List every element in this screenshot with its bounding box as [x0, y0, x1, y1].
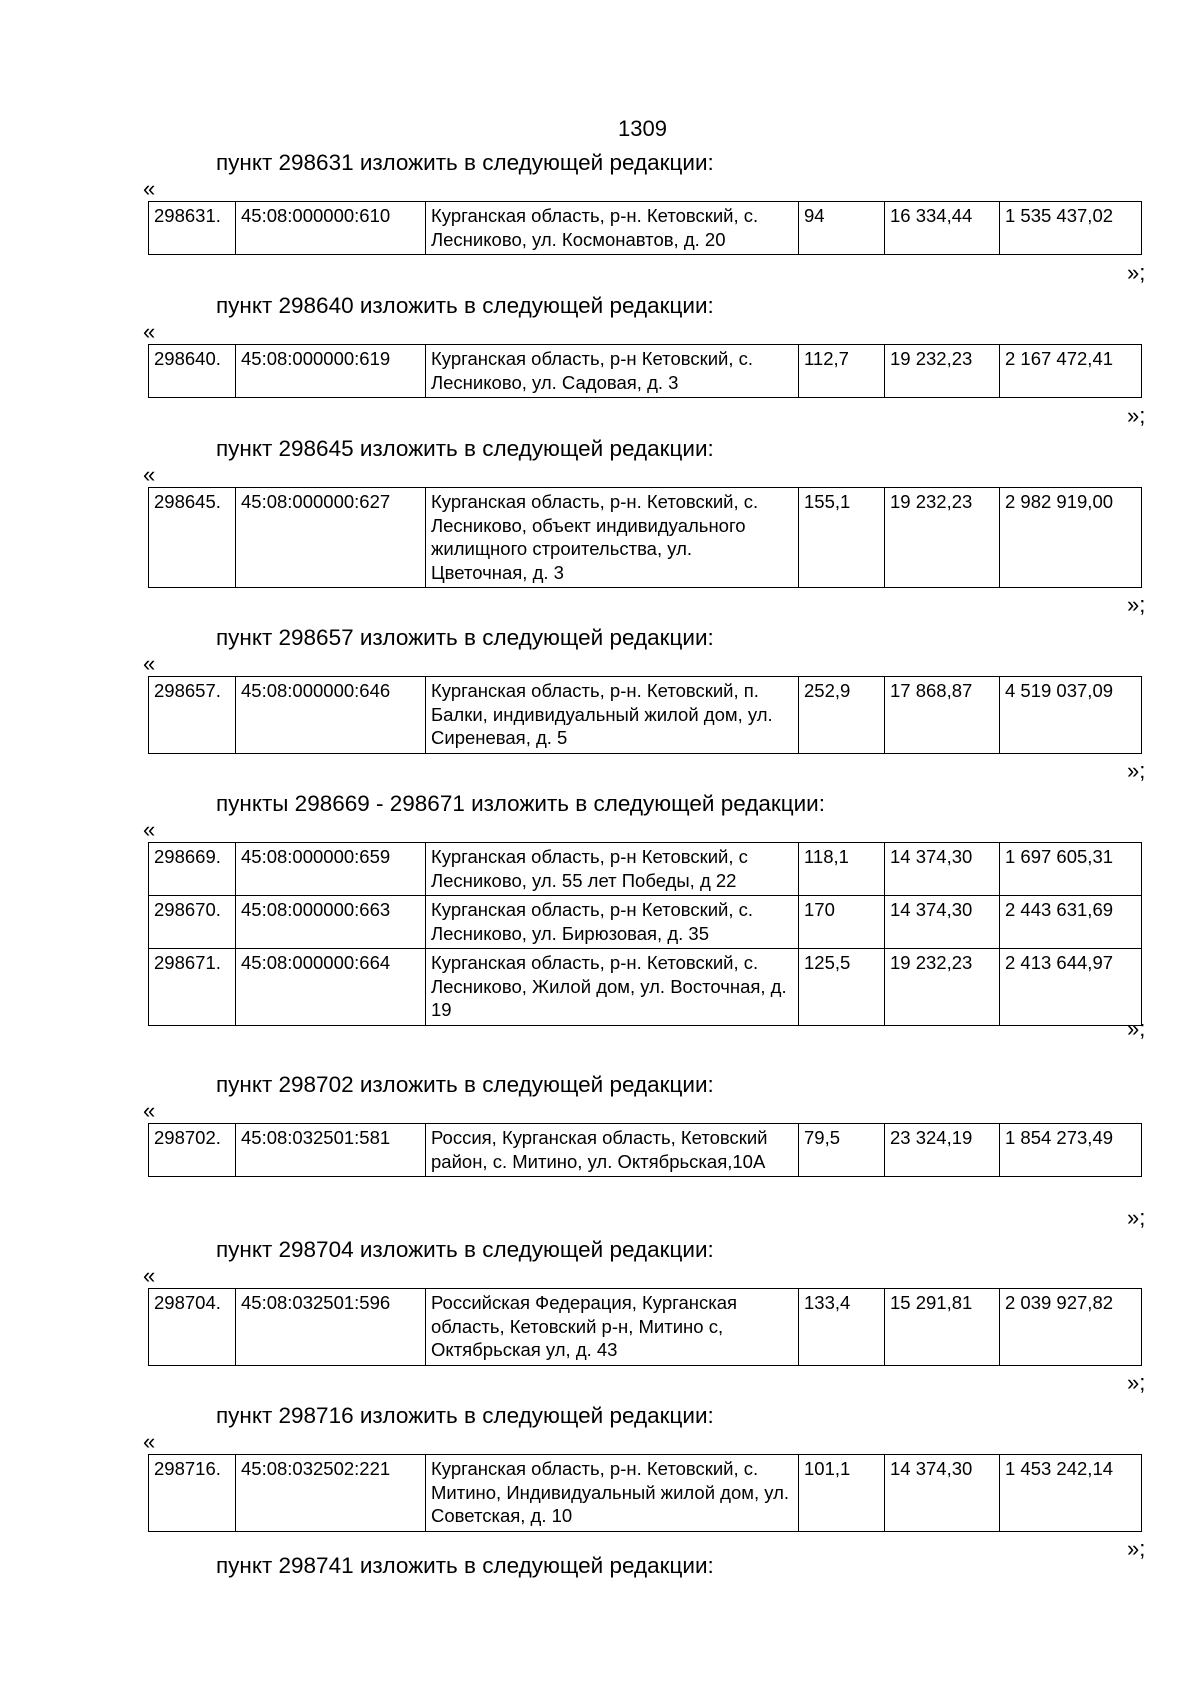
section-heading: пункт 298657 изложить в следующей редакции: [216, 625, 714, 650]
section-heading: пункт 298741 изложить в следующей редакции: [216, 1553, 714, 1578]
unit-price-cell: 19 232,23 [885, 488, 1000, 588]
property-table [148, 1288, 1142, 1366]
item-number-cell: 298670. [149, 896, 236, 949]
address-cell: Курганская область, р-н. Кетовский, с. Лесниково, Жилой дом, ул. Восточная, д. 19 [426, 949, 799, 1026]
close-quote: »; [1127, 1205, 1146, 1230]
open-quote: « [143, 319, 156, 344]
item-number-cell: 298704. [149, 1289, 236, 1366]
cadastral-number-cell: 45:08:000000:627 [236, 488, 426, 588]
open-quote: « [143, 176, 156, 201]
unit-price-cell: 23 324,19 [885, 1124, 1000, 1177]
area-cell: 94 [799, 202, 885, 255]
address-cell: Курганская область, р-н. Кетовский, п. Балки, индивидуальный жилой дом, ул. Сиреневая, д. 5 [426, 677, 799, 754]
address-cell: Россия, Курганская область, Кетовский район, с. Митино, ул. Октябрьская,10А [426, 1124, 799, 1177]
table-row [149, 488, 1142, 588]
cadastral-value-cell: 2 413 644,97 [1000, 949, 1142, 1026]
address-cell: Курганская область, р-н Кетовский, с. Лесниково, ул. Бирюзовая, д. 35 [426, 896, 799, 949]
table-row [149, 1289, 1142, 1366]
item-number-cell: 298669. [149, 843, 236, 896]
area-cell: 133,4 [799, 1289, 885, 1366]
table-row [149, 949, 1142, 1026]
item-number-cell: 298702. [149, 1124, 236, 1177]
item-number-cell: 298671. [149, 949, 236, 1026]
property-table [148, 1123, 1142, 1177]
unit-price-cell: 17 868,87 [885, 677, 1000, 754]
open-quote: « [143, 651, 156, 676]
cadastral-number-cell: 45:08:032501:596 [236, 1289, 426, 1366]
close-quote: »; [1127, 260, 1146, 285]
property-table [148, 842, 1142, 1026]
area-cell: 155,1 [799, 488, 885, 588]
table-row [149, 843, 1142, 896]
area-cell: 112,7 [799, 345, 885, 398]
section-heading: пункт 298702 изложить в следующей редакции: [216, 1072, 714, 1097]
address-cell: Российская Федерация, Курганская область, Кетовский р-н, Митино с, Октябрьская ул, д. 43 [426, 1289, 799, 1366]
cadastral-number-cell: 45:08:000000:610 [236, 202, 426, 255]
unit-price-cell: 19 232,23 [885, 949, 1000, 1026]
unit-price-cell: 19 232,23 [885, 345, 1000, 398]
property-table [148, 676, 1142, 754]
cadastral-number-cell: 45:08:032501:581 [236, 1124, 426, 1177]
item-number-cell: 298640. [149, 345, 236, 398]
table-row [149, 896, 1142, 949]
property-table [148, 487, 1142, 588]
cadastral-value-cell: 2 443 631,69 [1000, 896, 1142, 949]
item-number-cell: 298657. [149, 677, 236, 754]
table-row [149, 345, 1142, 398]
open-quote: « [143, 1098, 156, 1123]
cadastral-value-cell: 1 453 242,14 [1000, 1455, 1142, 1532]
close-quote: »; [1127, 403, 1146, 428]
property-table [148, 1454, 1142, 1532]
cadastral-number-cell: 45:08:000000:646 [236, 677, 426, 754]
area-cell: 125,5 [799, 949, 885, 1026]
cadastral-value-cell: 2 982 919,00 [1000, 488, 1142, 588]
close-quote: »; [1127, 592, 1146, 617]
open-quote: « [143, 817, 156, 842]
close-quote: »; [1127, 1016, 1146, 1041]
item-number-cell: 298631. [149, 202, 236, 255]
property-table [148, 344, 1142, 398]
cadastral-value-cell: 2 039 927,82 [1000, 1289, 1142, 1366]
area-cell: 170 [799, 896, 885, 949]
section-heading: пункты 298669 - 298671 изложить в следующей редакции: [216, 791, 826, 816]
unit-price-cell: 16 334,44 [885, 202, 1000, 255]
area-cell: 252,9 [799, 677, 885, 754]
unit-price-cell: 14 374,30 [885, 843, 1000, 896]
cadastral-number-cell: 45:08:000000:664 [236, 949, 426, 1026]
section-heading: пункт 298631 изложить в следующей редакции: [216, 150, 714, 175]
cadastral-number-cell: 45:08:000000:659 [236, 843, 426, 896]
cadastral-number-cell: 45:08:000000:619 [236, 345, 426, 398]
unit-price-cell: 14 374,30 [885, 1455, 1000, 1532]
address-cell: Курганская область, р-н Кетовский, с Лесниково, ул. 55 лет Победы, д 22 [426, 843, 799, 896]
cadastral-number-cell: 45:08:032502:221 [236, 1455, 426, 1532]
area-cell: 79,5 [799, 1124, 885, 1177]
page-number: 1309 [618, 116, 667, 141]
cadastral-value-cell: 4 519 037,09 [1000, 677, 1142, 754]
unit-price-cell: 14 374,30 [885, 896, 1000, 949]
open-quote: « [143, 1263, 156, 1288]
cadastral-value-cell: 1 854 273,49 [1000, 1124, 1142, 1177]
area-cell: 118,1 [799, 843, 885, 896]
section-heading: пункт 298640 изложить в следующей редакции: [216, 293, 714, 318]
section-heading: пункт 298645 изложить в следующей редакции: [216, 436, 714, 461]
table-row [149, 202, 1142, 255]
item-number-cell: 298716. [149, 1455, 236, 1532]
table-row [149, 677, 1142, 754]
open-quote: « [143, 1429, 156, 1454]
address-cell: Курганская область, р-н. Кетовский, с. Митино, Индивидуальный жилой дом, ул. Советская, д. 10 [426, 1455, 799, 1532]
item-number-cell: 298645. [149, 488, 236, 588]
unit-price-cell: 15 291,81 [885, 1289, 1000, 1366]
cadastral-value-cell: 1 697 605,31 [1000, 843, 1142, 896]
cadastral-number-cell: 45:08:000000:663 [236, 896, 426, 949]
area-cell: 101,1 [799, 1455, 885, 1532]
property-table [148, 201, 1142, 255]
table-row [149, 1455, 1142, 1532]
close-quote: »; [1127, 1536, 1146, 1561]
close-quote: »; [1127, 1370, 1146, 1395]
section-heading: пункт 298716 изложить в следующей редакции: [216, 1403, 714, 1428]
cadastral-value-cell: 2 167 472,41 [1000, 345, 1142, 398]
table-row [149, 1124, 1142, 1177]
close-quote: »; [1127, 758, 1146, 783]
address-cell: Курганская область, р-н Кетовский, с. Лесниково, ул. Садовая, д. 3 [426, 345, 799, 398]
address-cell: Курганская область, р-н. Кетовский, с. Лесниково, ул. Космонавтов, д. 20 [426, 202, 799, 255]
open-quote: « [143, 462, 156, 487]
section-heading: пункт 298704 изложить в следующей редакции: [216, 1237, 714, 1262]
cadastral-value-cell: 1 535 437,02 [1000, 202, 1142, 255]
address-cell: Курганская область, р-н. Кетовский, с. Лесниково, объект индивидуального жилищного строительства, ул. Цветочная, д. 3 [426, 488, 799, 588]
